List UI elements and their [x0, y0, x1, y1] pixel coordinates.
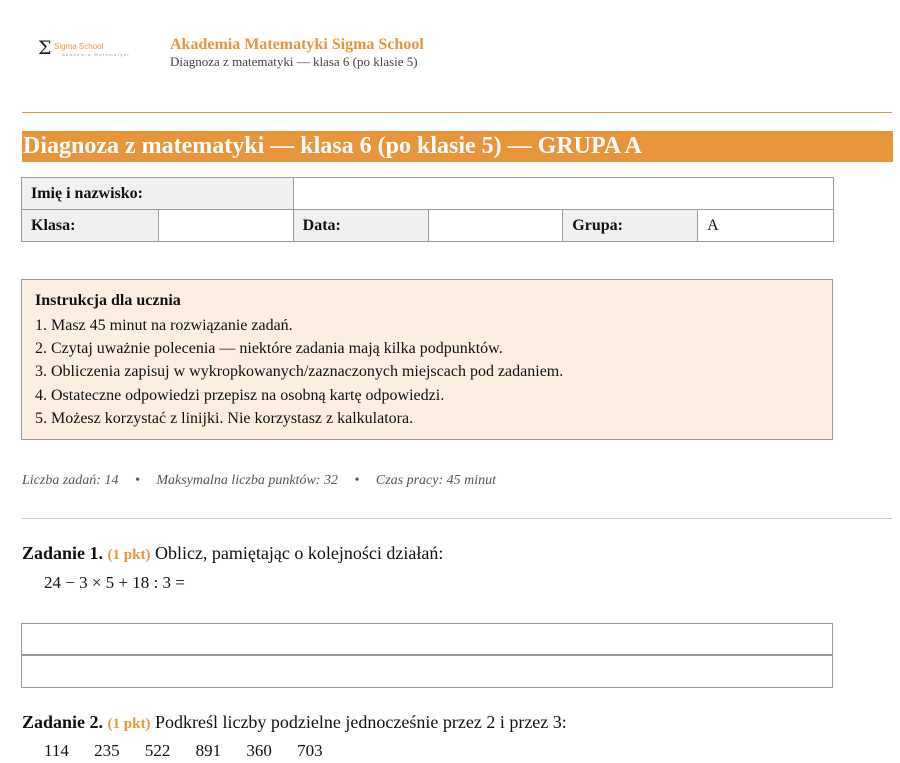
student-info-table [21, 177, 834, 242]
group-value: A [698, 210, 834, 242]
task-number: Zadanie 1. [22, 543, 104, 563]
task-count: Liczba zadań: 14 [22, 473, 119, 488]
class-date-group-row [22, 210, 834, 242]
task-number: Zadanie 2. [22, 712, 104, 732]
task-points: (1 pkt) [107, 716, 151, 732]
date-label: Data: [293, 210, 429, 242]
number-option[interactable]: 360 [246, 741, 272, 760]
school-title: Akademia Matematyki Sigma School [170, 36, 424, 53]
instruction-item: 5. Możesz korzystać z linijki. Nie korzystasz z kalkulatora. [35, 409, 414, 427]
task-2-numbers [44, 741, 344, 761]
school-logo [38, 37, 130, 64]
test-title-banner: Diagnoza z matematyki — klasa 6 (po klasie 5) — GRUPA A [22, 131, 893, 162]
meta-separator: • [134, 473, 140, 488]
number-option[interactable]: 891 [195, 741, 222, 760]
task-points: (1 pkt) [107, 547, 151, 563]
instruction-item: 3. Obliczenia zapisuj w wykropkowanych/zaznaczonych miejscach pod zadaniem. [35, 363, 564, 381]
number-option[interactable]: 114 [44, 741, 69, 760]
logo-subtitle: Akademia Matematyki [62, 52, 130, 57]
header-divider [22, 112, 892, 113]
task-text: Podkreśl liczby podzielne jednocześnie przez 2 i przez 3: [154, 712, 567, 732]
instruction-item: 4. Ostateczne odpowiedzi przepisz na osobną kartę odpowiedzi. [35, 386, 445, 404]
date-field[interactable] [429, 210, 563, 242]
task-1-heading [22, 543, 443, 564]
class-field[interactable] [158, 210, 293, 242]
instruction-item: 2. Czytaj uważnie polecenia — niektóre zadania mają kilka podpunktów. [35, 340, 503, 358]
task-1-answer-box[interactable] [21, 623, 833, 688]
sigma-logo-icon: Σ [38, 37, 52, 59]
number-option[interactable]: 522 [144, 741, 171, 760]
number-option[interactable]: 235 [94, 741, 120, 760]
answer-line-divider [22, 654, 832, 656]
group-label: Grupa: [563, 210, 698, 242]
instructions-title: Instrukcja dla ucznia [35, 292, 181, 309]
meta-separator: • [354, 473, 360, 488]
task-text: Oblicz, pamiętając o kolejności działań: [154, 543, 444, 563]
name-row [22, 178, 834, 210]
section-divider [22, 518, 892, 519]
name-field[interactable] [293, 178, 833, 210]
work-time: Czas pracy: 45 minut [375, 473, 497, 488]
class-label: Klasa: [22, 210, 159, 242]
name-label: Imię i nazwisko: [22, 178, 294, 210]
instructions-box [21, 279, 833, 440]
logo-name: Sigma School [54, 42, 104, 51]
instruction-item: 1. Masz 45 minut na rozwiązanie zadań. [35, 317, 293, 334]
task-1-expression: 24 − 3 × 5 + 18 : 3 = [44, 573, 185, 592]
max-points: Maksymalna liczba punktów: 32 [156, 473, 338, 488]
school-subtitle: Diagnoza z matematyki — klasa 6 (po klasie 5) [170, 54, 418, 69]
number-option[interactable]: 703 [297, 741, 323, 760]
task-2-heading [22, 712, 567, 733]
test-meta [22, 473, 496, 489]
